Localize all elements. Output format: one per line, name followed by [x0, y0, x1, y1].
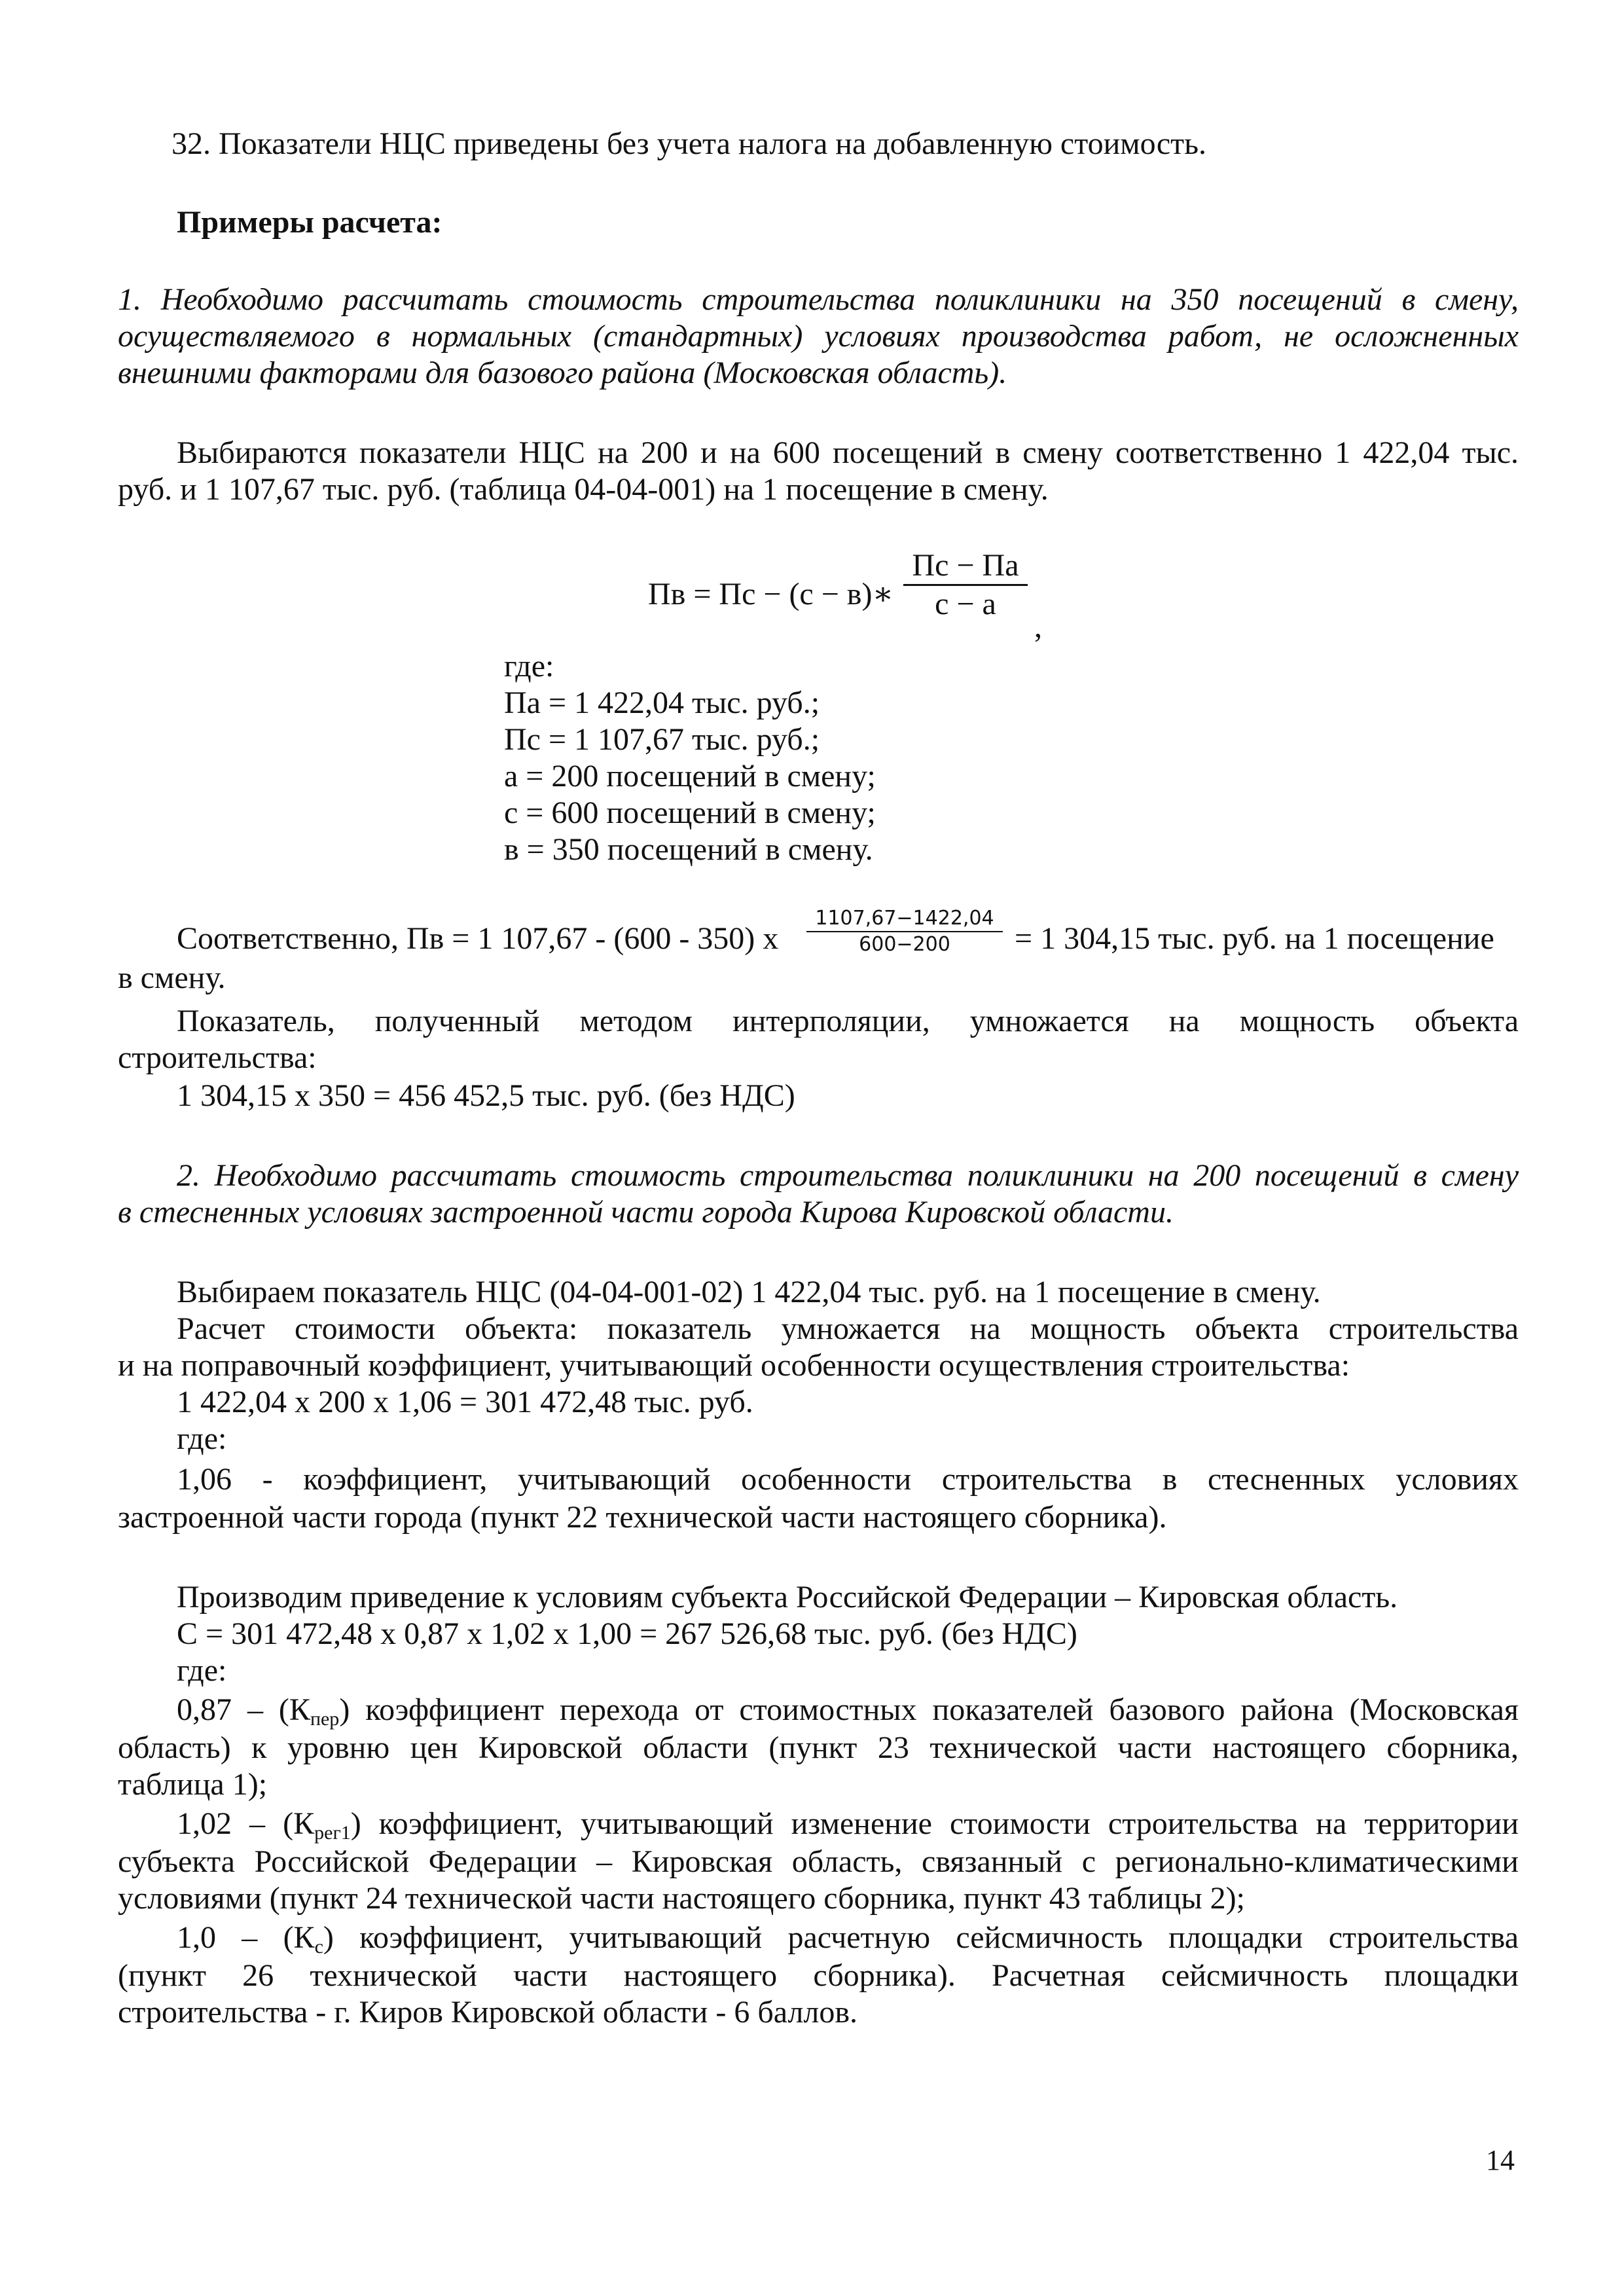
result-continuation: в смену. — [118, 960, 226, 995]
coef-text-line2: застроенной части города (пункт 22 технической части настоящего сборника). — [118, 1500, 1167, 1535]
definition-c: с = 600 посещений в смену; — [504, 795, 876, 830]
k-reg-subscript: рег1 — [314, 1822, 351, 1844]
k-reg-rest: ) коэффициент, учитывающий изменение стоимости строительства на территории — [350, 1806, 1519, 1841]
formula-fraction — [903, 547, 1028, 623]
coef-text-line1: 1,06 - коэффициент, учитывающий особенности строительства в стесненных условиях — [177, 1462, 1519, 1497]
k-per-subscript: пер — [310, 1708, 340, 1730]
k-per-value: 0,87 – (К — [177, 1692, 310, 1727]
k-reg-line2: субъекта Российской Федерации – Кировская область, связанный с регионально-климатическими — [118, 1844, 1519, 1879]
page-number: 14 — [1486, 2144, 1515, 2176]
item-32: 32. Показатели НЦС приведены без учета налога на добавленную стоимость. — [171, 126, 1206, 161]
k-seis-rest: ) коэффициент, учитывающий расчетную сейсмичность площадки строительства — [323, 1920, 1519, 1955]
definition-pc: Пс = 1 107,67 тыс. руб.; — [504, 722, 820, 757]
definition-pa: Па = 1 422,04 тыс. руб.; — [504, 685, 820, 720]
k-per-line1 — [177, 1690, 1519, 1730]
example2-title-line2: в стесненных условиях застроенной части города Кирова Кировской области. — [118, 1195, 1174, 1230]
example1-total: 1 304,15 х 350 = 456 452,5 тыс. руб. (без НДС) — [177, 1078, 795, 1113]
k-seis-line3: строительства - г. Киров Кировской области - 6 баллов. — [118, 1995, 858, 2030]
formula-comma: , — [1034, 610, 1042, 644]
k-per-line3: таблица 1); — [118, 1767, 268, 1802]
example2-calc-text-line1: Расчет стоимости объекта: показатель умножается на мощность объекта строительства — [177, 1311, 1519, 1346]
k-reg-value: 1,02 – (К — [177, 1806, 315, 1841]
formula-lhs: Пв = Пс − (с − в)∗ — [648, 577, 894, 611]
example2-title-line1: 2. Необходимо рассчитать стоимость строительства поликлиники на 200 посещений в смену — [177, 1158, 1519, 1193]
k-reg-line3: условиями (пункт 24 технической части настоящего сборника, пункт 43 таблицы 2); — [118, 1881, 1245, 1916]
example2-select: Выбираем показатель НЦС (04-04-001-02) 1 422,04 тыс. руб. на 1 посещение в смену. — [177, 1275, 1321, 1309]
example1-title-line2: осуществляемого в нормальных (стандартных) условиях производства работ, не осложненных — [118, 319, 1519, 354]
k-per-rest: ) коэффициент перехода от стоимостных показателей базового района (Московская — [339, 1692, 1519, 1727]
multiply-text-line1: Показатель, полученный методом интерполяции, умножается на мощность объекта — [177, 1004, 1519, 1038]
multiply-text-line2: строительства: — [118, 1040, 317, 1075]
result-fraction — [806, 906, 1003, 957]
examples-heading: Примеры расчета: — [177, 205, 442, 240]
formula-denominator: с − а — [935, 587, 996, 621]
region-text: Производим приведение к условиям субъекта Российской Федерации – Кировская область. — [177, 1580, 1398, 1614]
result-denominator: 600−200 — [859, 933, 950, 956]
example1-select-line2: руб. и 1 107,67 тыс. руб. (таблица 04-04-001) на 1 посещение в смену. — [118, 472, 1049, 507]
k-seis-line2: (пункт 26 технической части настоящего сборника). Расчетная сейсмичность площадки — [118, 1958, 1519, 1993]
k-seis-line1 — [177, 1918, 1519, 1958]
formula-numerator: Пс − Па — [912, 548, 1019, 583]
where-label-1: где: — [504, 649, 554, 683]
k-reg-line1 — [177, 1804, 1519, 1844]
example2-calc-text-line2: и на поправочный коэффициент, учитывающий особенности осуществления строительства: — [118, 1348, 1350, 1383]
example1-title-line1: 1. Необходимо рассчитать стоимость строительства поликлиники на 350 посещений в смену, — [118, 282, 1519, 317]
k-per-line2: область) к уровню цен Кировской области (пункт 23 технической части настоящего сборника, — [118, 1730, 1519, 1765]
definition-v: в = 350 посещений в смену. — [504, 832, 873, 867]
k-seis-value: 1,0 – (К — [177, 1920, 315, 1955]
result-prefix: Соответственно, Пв = 1 107,67 - (600 - 350) х — [177, 921, 779, 956]
region-calc: С = 301 472,48 х 0,87 х 1,02 х 1,00 = 267 526,68 тыс. руб. (без НДС) — [177, 1616, 1077, 1651]
example2-calc: 1 422,04 х 200 х 1,06 = 301 472,48 тыс. руб. — [177, 1385, 753, 1419]
result-numerator: 1107,67−1422,04 — [815, 907, 994, 930]
definition-a: а = 200 посещений в смену; — [504, 759, 876, 793]
example1-title-line3: внешними факторами для базового района (Московская область). — [118, 355, 1007, 390]
k-seis-subscript: с — [314, 1936, 323, 1958]
example1-select-line1: Выбираются показатели НЦС на 200 и на 600 посещений в смену соответственно 1 422,04 тыс. — [177, 435, 1519, 470]
where-label-3: где: — [177, 1653, 227, 1688]
result-suffix: = 1 304,15 тыс. руб. на 1 посещение — [1015, 921, 1494, 956]
where-label-2: где: — [177, 1421, 227, 1456]
